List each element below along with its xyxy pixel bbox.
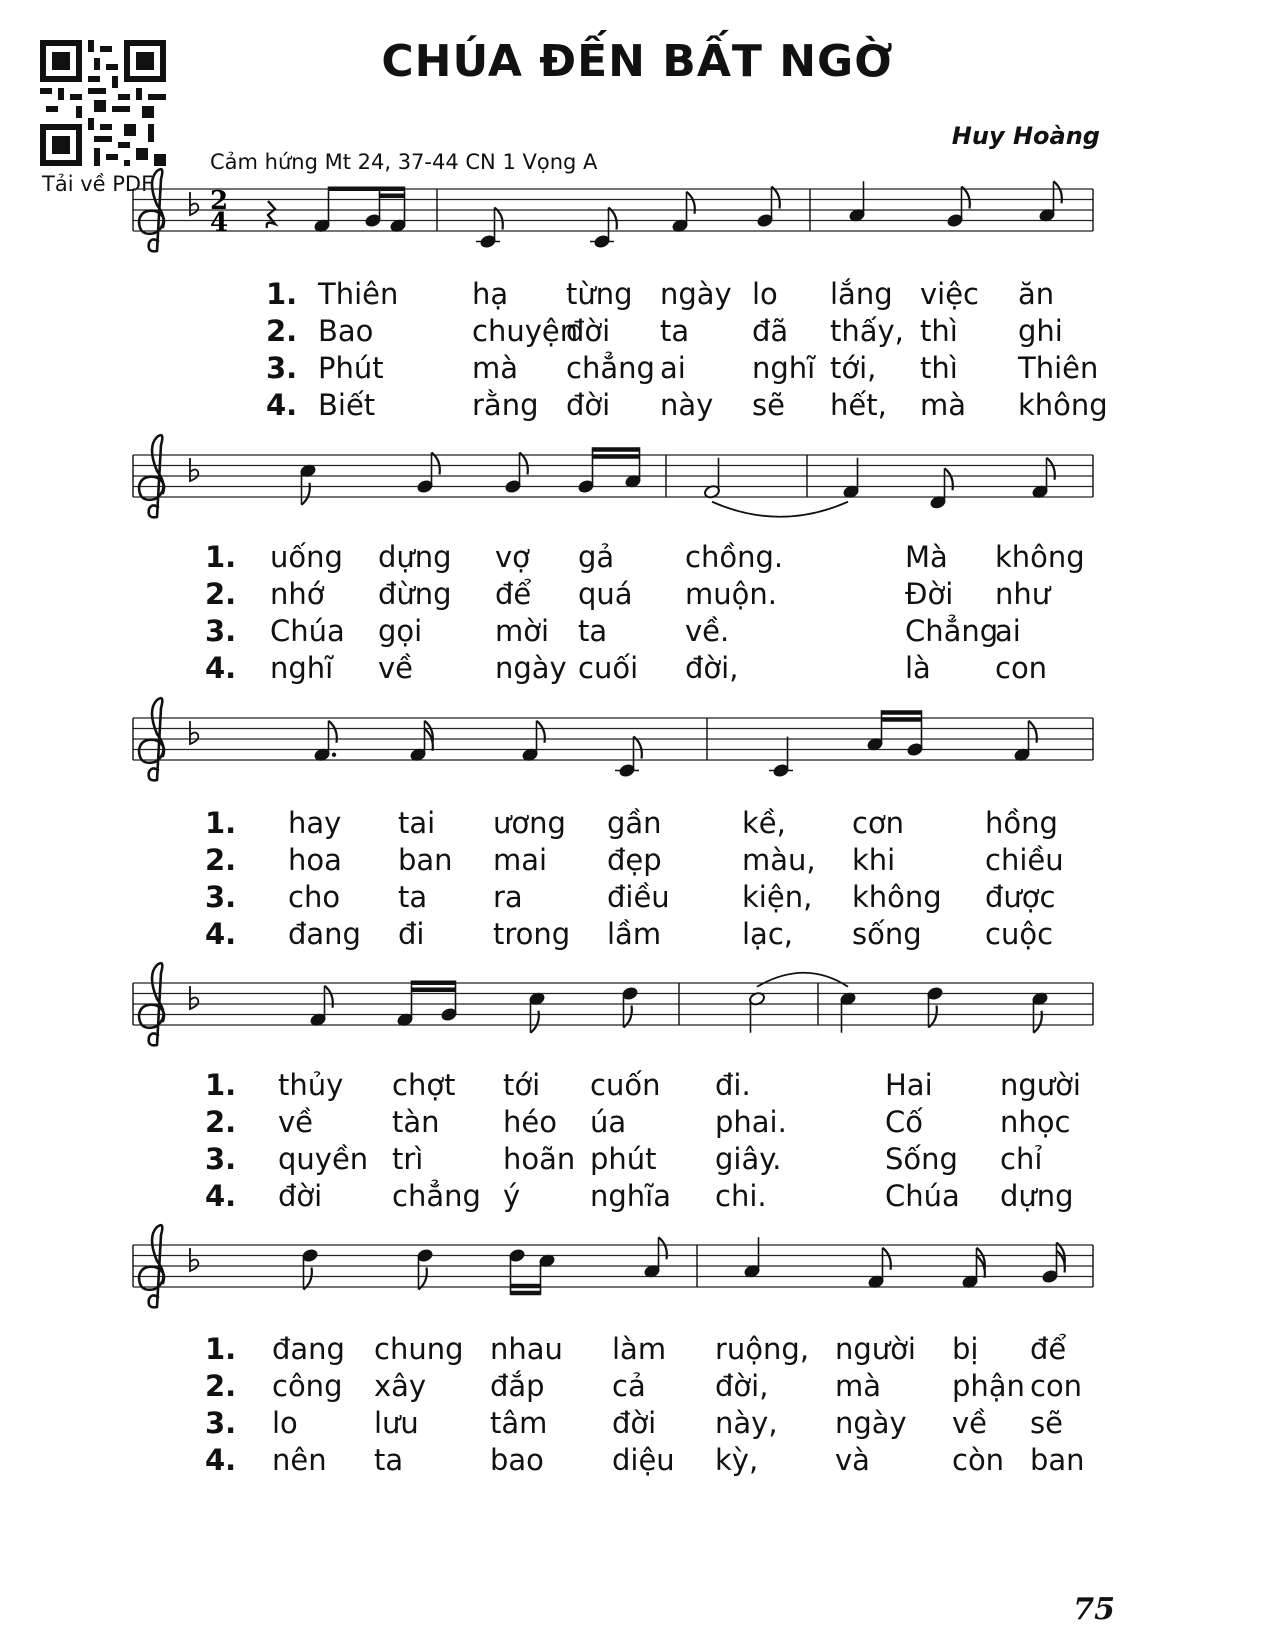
note-beam bbox=[882, 710, 922, 715]
lyric-syllable: từng bbox=[566, 277, 633, 311]
lyric-syllable: đi bbox=[398, 917, 425, 951]
lyric-syllable: kiện, bbox=[742, 880, 813, 914]
verse-number: 3. bbox=[205, 1142, 237, 1176]
lyric-syllable: Thiên bbox=[318, 277, 399, 311]
note-flag bbox=[634, 737, 642, 759]
lyric-syllable: sẽ bbox=[1030, 1406, 1063, 1440]
lyric-syllable: cơn bbox=[852, 806, 905, 840]
lyric-syllable: gọi bbox=[378, 614, 423, 648]
lyric-syllable: cả bbox=[612, 1369, 646, 1403]
verse-number: 4. bbox=[205, 651, 237, 685]
verse-number: 2. bbox=[205, 1369, 237, 1403]
lyric-syllable: đắp bbox=[490, 1369, 545, 1403]
note-flag bbox=[432, 453, 440, 475]
lyric-syllable: tai bbox=[398, 806, 436, 840]
lyric-syllable: Thiên bbox=[1018, 351, 1099, 385]
lyric-syllable: kỳ, bbox=[715, 1443, 759, 1477]
lyric-syllable: nghĩ bbox=[752, 351, 816, 385]
lyric-syllable: quyền bbox=[278, 1142, 369, 1176]
key-signature-flat-icon bbox=[190, 721, 198, 744]
lyric-syllable: tới bbox=[503, 1068, 541, 1102]
lyric-syllable: ruộng, bbox=[715, 1332, 810, 1366]
verse-4-line bbox=[0, 1179, 1275, 1216]
lyric-syllable: con bbox=[1030, 1369, 1083, 1403]
lyric-syllable: đời bbox=[566, 388, 611, 422]
lyric-syllable: trì bbox=[392, 1142, 424, 1176]
lyric-syllable: được bbox=[985, 880, 1056, 914]
lyric-syllable: đang bbox=[288, 917, 361, 951]
verse-1-line bbox=[0, 1068, 1275, 1105]
lyric-syllable: này, bbox=[715, 1406, 778, 1440]
lyrics-block-1 bbox=[0, 277, 1275, 425]
lyric-syllable: làm bbox=[612, 1332, 667, 1366]
lyric-syllable: ngày bbox=[835, 1406, 907, 1440]
song-title: CHÚA ĐẾN BẤT NGỜ bbox=[381, 36, 894, 87]
lyric-syllable: chẳng bbox=[566, 351, 655, 385]
note-flag bbox=[419, 1268, 427, 1290]
lyric-syllable: chợt bbox=[392, 1068, 456, 1102]
note-beam bbox=[329, 187, 405, 192]
lyric-syllable: rằng bbox=[472, 388, 539, 422]
verse-2-line bbox=[0, 1369, 1275, 1406]
verse-1-line bbox=[0, 1332, 1275, 1369]
lyric-syllable: đời, bbox=[715, 1369, 769, 1403]
lyric-syllable: là bbox=[905, 651, 931, 685]
lyric-syllable: Hai bbox=[885, 1068, 933, 1102]
verse-number: 1. bbox=[205, 540, 237, 574]
lyric-syllable: thấy, bbox=[830, 314, 904, 348]
lyric-syllable: ai bbox=[660, 351, 686, 385]
time-signature-top: 2 bbox=[210, 186, 229, 216]
note-beam bbox=[412, 988, 456, 993]
lyric-syllable: nghĩ bbox=[270, 651, 334, 685]
verse-4-line bbox=[0, 917, 1275, 954]
note-flag bbox=[929, 1006, 937, 1028]
lyric-syllable: héo bbox=[503, 1105, 557, 1139]
verse-number: 4. bbox=[266, 388, 298, 422]
lyric-syllable: còn bbox=[952, 1443, 1005, 1477]
verse-3-line bbox=[0, 614, 1275, 651]
lyric-syllable: ai bbox=[995, 614, 1021, 648]
lyric-syllable: điều bbox=[607, 880, 670, 914]
lyric-syllable: xây bbox=[374, 1369, 427, 1403]
scripture-reference: Cảm hứng Mt 24, 37-44 CN 1 Vọng A bbox=[210, 150, 598, 174]
lyric-syllable: về bbox=[952, 1406, 988, 1440]
verse-number: 2. bbox=[205, 1105, 237, 1139]
verse-number: 2. bbox=[205, 577, 237, 611]
verse-number: 1. bbox=[205, 1068, 237, 1102]
note-beam bbox=[593, 454, 640, 459]
lyric-syllable: chi. bbox=[715, 1179, 767, 1213]
verse-number: 4. bbox=[205, 1443, 237, 1477]
lyric-syllable: mà bbox=[920, 388, 967, 422]
note-flag bbox=[772, 187, 780, 209]
lyric-syllable: lo bbox=[272, 1406, 298, 1440]
lyric-syllable: hồng bbox=[985, 806, 1058, 840]
lyric-syllable: cuốn bbox=[590, 1068, 661, 1102]
lyric-syllable: đẹp bbox=[607, 843, 662, 877]
lyric-syllable: màu, bbox=[742, 843, 816, 877]
lyric-syllable: dựng bbox=[378, 540, 452, 574]
lyric-syllable: lưu bbox=[374, 1406, 419, 1440]
lyric-syllable: như bbox=[995, 577, 1051, 611]
lyric-syllable: Chúa bbox=[885, 1179, 960, 1213]
lyric-syllable: tới, bbox=[830, 351, 877, 385]
lyric-syllable: chuyện bbox=[472, 314, 579, 348]
key-signature-flat-icon bbox=[190, 192, 198, 215]
lyrics-block-5 bbox=[0, 1332, 1275, 1480]
lyric-syllable: đời, bbox=[685, 651, 739, 685]
lyric-syllable: Biết bbox=[318, 388, 376, 422]
lyric-syllable: mà bbox=[835, 1369, 882, 1403]
lyrics-block-3 bbox=[0, 806, 1275, 954]
lyric-syllable: ăn bbox=[1018, 277, 1055, 311]
lyric-syllable: đi. bbox=[715, 1068, 751, 1102]
lyric-syllable: dựng bbox=[1000, 1179, 1074, 1213]
lyric-syllable: hay bbox=[288, 806, 342, 840]
verse-2-line bbox=[0, 577, 1275, 614]
verse-number: 3. bbox=[205, 1406, 237, 1440]
lyric-syllable: Bao bbox=[318, 314, 374, 348]
lyric-syllable: gả bbox=[578, 540, 615, 574]
verse-number: 4. bbox=[205, 917, 237, 951]
lyric-syllable: này bbox=[660, 388, 714, 422]
lyric-syllable: chung bbox=[374, 1332, 464, 1366]
lyric-syllable: Cố bbox=[885, 1105, 923, 1139]
verse-1-line bbox=[0, 277, 1275, 314]
lyric-syllable: nhau bbox=[490, 1332, 563, 1366]
lyric-syllable: đã bbox=[752, 314, 789, 348]
lyric-syllable: thủy bbox=[278, 1068, 344, 1102]
lyric-syllable: đời bbox=[566, 314, 611, 348]
lyric-syllable: thì bbox=[920, 314, 958, 348]
lyric-syllable: để bbox=[1030, 1332, 1067, 1366]
tie-arc bbox=[757, 973, 848, 987]
verse-4-line bbox=[0, 388, 1275, 425]
verse-3-line bbox=[0, 351, 1275, 388]
lyric-syllable: người bbox=[1000, 1068, 1081, 1102]
verse-3-line bbox=[0, 1142, 1275, 1179]
key-signature-flat-icon bbox=[190, 458, 198, 481]
lyric-syllable: việc bbox=[920, 277, 980, 311]
key-signature-flat-icon bbox=[190, 986, 198, 1009]
note-flag bbox=[609, 208, 617, 230]
verse-2-line bbox=[0, 314, 1275, 351]
lyric-syllable: lắng bbox=[830, 277, 893, 311]
lyric-syllable: bị bbox=[952, 1332, 979, 1366]
note-flag bbox=[304, 1268, 312, 1290]
verse-2-line bbox=[0, 843, 1275, 880]
lyric-syllable: kề, bbox=[742, 806, 786, 840]
verse-number: 4. bbox=[205, 1179, 237, 1213]
lyric-syllable: chỉ bbox=[1000, 1142, 1043, 1176]
lyric-syllable: ương bbox=[493, 806, 566, 840]
lyric-syllable: không bbox=[1018, 388, 1108, 422]
lyric-syllable: vợ bbox=[495, 540, 530, 574]
verse-number: 3. bbox=[205, 614, 237, 648]
lyric-syllable: ban bbox=[1030, 1443, 1085, 1477]
note-flag bbox=[962, 187, 970, 209]
lyric-syllable: Chúa bbox=[270, 614, 345, 648]
page-number: 75 bbox=[1073, 1592, 1115, 1627]
lyric-syllable: ý bbox=[503, 1179, 521, 1213]
verse-4-line bbox=[0, 651, 1275, 688]
lyric-syllable: để bbox=[495, 577, 532, 611]
augmentation-dot bbox=[332, 753, 336, 757]
composer-name: Huy Hoàng bbox=[951, 122, 1100, 150]
lyric-syllable: cuối bbox=[578, 651, 639, 685]
verse-4-line bbox=[0, 1443, 1275, 1480]
lyric-syllable: ta bbox=[374, 1443, 404, 1477]
verse-number: 3. bbox=[205, 880, 237, 914]
lyric-syllable: giây. bbox=[715, 1142, 782, 1176]
lyric-syllable: nhớ bbox=[270, 577, 325, 611]
lyric-syllable: chồng. bbox=[685, 540, 784, 574]
verse-number: 1. bbox=[205, 806, 237, 840]
lyric-syllable: diệu bbox=[612, 1443, 675, 1477]
lyric-syllable: mà bbox=[472, 351, 519, 385]
verse-number: 2. bbox=[205, 843, 237, 877]
lyric-syllable: không bbox=[852, 880, 942, 914]
lyric-syllable: ra bbox=[493, 880, 523, 914]
lyric-syllable: lầm bbox=[607, 917, 662, 951]
lyric-syllable: quá bbox=[578, 577, 633, 611]
lyric-syllable: cho bbox=[288, 880, 341, 914]
lyric-syllable: phận bbox=[952, 1369, 1025, 1403]
verse-3-line bbox=[0, 880, 1275, 917]
key-signature-flat-icon bbox=[190, 1248, 198, 1271]
note-beam bbox=[380, 194, 405, 199]
lyric-syllable: đừng bbox=[378, 577, 452, 611]
verse-number: 2. bbox=[266, 314, 298, 348]
note-beam bbox=[882, 717, 922, 722]
lyric-syllable: nhọc bbox=[1000, 1105, 1071, 1139]
note-beam bbox=[511, 1284, 541, 1289]
lyric-syllable: ta bbox=[398, 880, 428, 914]
tie-arc bbox=[712, 502, 848, 517]
lyric-syllable: trong bbox=[493, 917, 571, 951]
lyric-syllable: mai bbox=[493, 843, 548, 877]
lyric-syllable: về. bbox=[685, 614, 730, 648]
lyric-syllable: tâm bbox=[490, 1406, 548, 1440]
time-signature-bottom: 4 bbox=[210, 208, 229, 238]
lyric-syllable: ta bbox=[578, 614, 608, 648]
lyric-syllable: ta bbox=[660, 314, 690, 348]
lyric-syllable: tàn bbox=[392, 1105, 440, 1139]
lyric-syllable: con bbox=[995, 651, 1048, 685]
quarter-rest-icon bbox=[267, 201, 275, 228]
lyric-syllable: ghi bbox=[1018, 314, 1063, 348]
lyric-syllable: lo bbox=[752, 277, 778, 311]
verse-number: 3. bbox=[266, 351, 298, 385]
download-pdf-link[interactable]: Tải về PDF bbox=[42, 172, 154, 196]
note-flag bbox=[495, 208, 503, 230]
lyric-syllable: nên bbox=[272, 1443, 327, 1477]
lyric-syllable: uống bbox=[270, 540, 343, 574]
lyric-syllable: hết, bbox=[830, 388, 887, 422]
lyric-syllable: người bbox=[835, 1332, 916, 1366]
verse-number: 1. bbox=[205, 1332, 237, 1366]
lyric-syllable: đời bbox=[612, 1406, 657, 1440]
lyrics-block-4 bbox=[0, 1068, 1275, 1216]
lyric-syllable: về bbox=[378, 651, 414, 685]
lyric-syllable: chiều bbox=[985, 843, 1064, 877]
lyric-syllable: ngày bbox=[495, 651, 567, 685]
lyric-syllable: Sống bbox=[885, 1142, 958, 1176]
lyric-syllable: công bbox=[272, 1369, 343, 1403]
lyric-syllable: chẳng bbox=[392, 1179, 481, 1213]
lyric-syllable: phai. bbox=[715, 1105, 787, 1139]
note-beam bbox=[511, 1291, 541, 1296]
lyric-syllable: Chẳng bbox=[905, 614, 999, 648]
note-beam bbox=[593, 447, 640, 452]
lyric-syllable: về bbox=[278, 1105, 314, 1139]
verse-number: 1. bbox=[266, 277, 298, 311]
verse-1-line bbox=[0, 540, 1275, 577]
lyric-syllable: Đời bbox=[905, 577, 954, 611]
lyric-syllable: không bbox=[995, 540, 1085, 574]
lyric-syllable: sống bbox=[852, 917, 922, 951]
lyric-syllable: ban bbox=[398, 843, 453, 877]
lyric-syllable: thì bbox=[920, 351, 958, 385]
lyric-syllable: sẽ bbox=[752, 388, 785, 422]
lyric-syllable: ngày bbox=[660, 277, 732, 311]
lyric-syllable: hoãn bbox=[503, 1142, 576, 1176]
lyric-syllable: đời bbox=[278, 1179, 323, 1213]
lyric-syllable: bao bbox=[490, 1443, 544, 1477]
lyric-syllable: khi bbox=[852, 843, 896, 877]
lyric-syllable: cuộc bbox=[985, 917, 1054, 951]
verse-3-line bbox=[0, 1406, 1275, 1443]
lyric-syllable: lạc, bbox=[742, 917, 793, 951]
lyric-syllable: nghĩa bbox=[590, 1179, 671, 1213]
lyric-syllable: úa bbox=[590, 1105, 627, 1139]
note-flag bbox=[624, 1006, 632, 1028]
lyrics-block-2 bbox=[0, 540, 1275, 688]
lyric-syllable: phút bbox=[590, 1142, 657, 1176]
lyric-syllable: gần bbox=[607, 806, 662, 840]
lyric-syllable: mời bbox=[495, 614, 550, 648]
lyric-syllable: hạ bbox=[472, 277, 509, 311]
verse-1-line bbox=[0, 806, 1275, 843]
note-beam bbox=[412, 981, 456, 986]
lyric-syllable: Mà bbox=[905, 540, 948, 574]
lyric-syllable: hoa bbox=[288, 843, 342, 877]
lyric-syllable: và bbox=[835, 1443, 870, 1477]
lyric-syllable: đang bbox=[272, 1332, 345, 1366]
lyric-syllable: muộn. bbox=[685, 577, 777, 611]
lyric-syllable: Phút bbox=[318, 351, 384, 385]
note-flag bbox=[520, 453, 528, 475]
verse-2-line bbox=[0, 1105, 1275, 1142]
